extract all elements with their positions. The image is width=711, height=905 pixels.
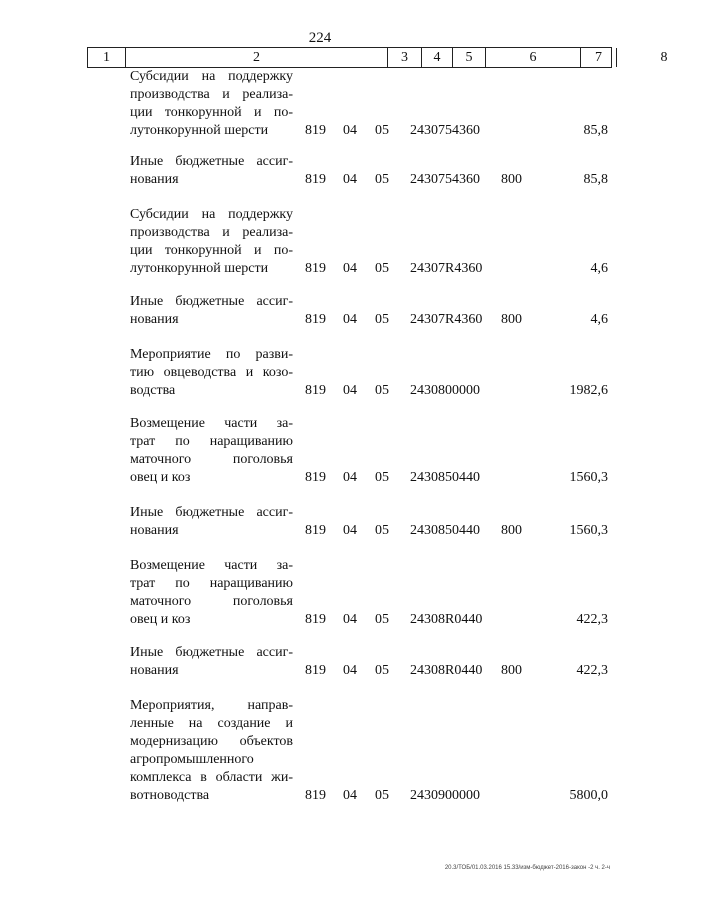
table-header bbox=[87, 47, 668, 68]
row-name-line: комплекса в области жи- bbox=[130, 770, 293, 785]
row-name-line: трат по наращиванию bbox=[130, 576, 293, 591]
header-col-8: 8 bbox=[660, 50, 668, 65]
row-section: 04 bbox=[343, 663, 357, 678]
row-name-line: Иные бюджетные ассиг- bbox=[130, 645, 293, 660]
row-name-line: Иные бюджетные ассиг- bbox=[130, 154, 293, 169]
row-expense-type: 800 bbox=[501, 172, 522, 187]
header-col-3: 3 bbox=[388, 48, 422, 67]
row-name-line: овец и коз bbox=[130, 612, 191, 627]
row-sum: 1560,3 bbox=[569, 523, 608, 538]
header-col-5: 5 bbox=[453, 48, 486, 67]
row-sum: 4,6 bbox=[590, 261, 608, 276]
row-sum: 1560,3 bbox=[569, 470, 608, 485]
table-row bbox=[0, 153, 640, 189]
row-subsection: 05 bbox=[375, 261, 389, 276]
row-subsection: 05 bbox=[375, 123, 389, 138]
row-name-line: лутонкорунной шерсти bbox=[130, 123, 269, 138]
row-subsection: 05 bbox=[375, 788, 389, 803]
row-name-line: нования bbox=[130, 663, 179, 678]
row-section: 04 bbox=[343, 172, 357, 187]
row-name bbox=[130, 557, 293, 629]
row-name-line: ции тонкорунной и по- bbox=[130, 243, 293, 258]
row-section: 04 bbox=[343, 523, 357, 538]
row-section: 04 bbox=[343, 612, 357, 627]
header-col-4: 4 bbox=[422, 48, 453, 67]
row-name-line: Мероприятие по разви- bbox=[130, 347, 293, 362]
row-section: 04 bbox=[343, 312, 357, 327]
header-col-7: 7 bbox=[581, 48, 617, 67]
row-name-line: овец и коз bbox=[130, 470, 191, 485]
row-name-line: маточного поголовья bbox=[130, 594, 293, 609]
row-target-article: 2430754360 bbox=[410, 123, 480, 138]
row-section: 04 bbox=[343, 261, 357, 276]
row-subsection: 05 bbox=[375, 663, 389, 678]
row-name-line: Субсидии на поддержку bbox=[130, 69, 293, 84]
row-sum: 422,3 bbox=[576, 663, 608, 678]
header-col-6: 6 bbox=[486, 48, 581, 67]
table-row bbox=[0, 504, 640, 540]
row-name bbox=[130, 206, 293, 278]
row-sum: 1982,6 bbox=[569, 383, 608, 398]
row-sum: 5800,0 bbox=[569, 788, 608, 803]
row-target-article: 24308R0440 bbox=[410, 612, 483, 627]
row-target-article: 2430900000 bbox=[410, 788, 480, 803]
row-name-line: лутонкорунной шерсти bbox=[130, 261, 269, 276]
page-number: 224 bbox=[308, 30, 332, 46]
row-name-line: агропромышленного bbox=[130, 752, 254, 767]
row-name bbox=[130, 346, 293, 400]
row-target-article: 24307R4360 bbox=[410, 261, 483, 276]
row-subsection: 05 bbox=[375, 383, 389, 398]
row-subsection: 05 bbox=[375, 612, 389, 627]
row-expense-type: 800 bbox=[501, 663, 522, 678]
row-name-line: нования bbox=[130, 523, 179, 538]
row-target-article: 2430754360 bbox=[410, 172, 480, 187]
table-row bbox=[0, 697, 640, 805]
row-ved: 819 bbox=[305, 383, 326, 398]
table-row bbox=[0, 415, 640, 487]
row-ved: 819 bbox=[305, 788, 326, 803]
table-row bbox=[0, 68, 640, 140]
row-ved: 819 bbox=[305, 523, 326, 538]
row-target-article: 24308R0440 bbox=[410, 663, 483, 678]
row-name bbox=[130, 644, 293, 680]
row-target-article: 2430850440 bbox=[410, 470, 480, 485]
row-section: 04 bbox=[343, 470, 357, 485]
row-name-line: Мероприятия, направ- bbox=[130, 698, 293, 713]
header-col-1: 1 bbox=[88, 48, 126, 67]
row-name-line: нования bbox=[130, 172, 179, 187]
row-name bbox=[130, 415, 293, 487]
row-name-line: нования bbox=[130, 312, 179, 327]
row-ved: 819 bbox=[305, 663, 326, 678]
row-target-article: 2430800000 bbox=[410, 383, 480, 398]
row-subsection: 05 bbox=[375, 312, 389, 327]
row-name-line: Возмещение части за- bbox=[130, 558, 293, 573]
row-ved: 819 bbox=[305, 470, 326, 485]
row-ved: 819 bbox=[305, 123, 326, 138]
row-name-line: тию овцеводства и козо- bbox=[130, 365, 293, 380]
row-ved: 819 bbox=[305, 261, 326, 276]
table-row bbox=[0, 644, 640, 680]
row-sum: 85,8 bbox=[583, 172, 608, 187]
row-sum: 4,6 bbox=[590, 312, 608, 327]
table-row bbox=[0, 293, 640, 329]
row-name-line: Иные бюджетные ассиг- bbox=[130, 505, 293, 520]
row-section: 04 bbox=[343, 788, 357, 803]
row-name-line: производства и реализа- bbox=[130, 225, 293, 240]
row-section: 04 bbox=[343, 123, 357, 138]
row-subsection: 05 bbox=[375, 523, 389, 538]
row-ved: 819 bbox=[305, 172, 326, 187]
row-name bbox=[130, 68, 293, 140]
row-name bbox=[130, 293, 293, 329]
row-name bbox=[130, 153, 293, 189]
row-name-line: ленные на создание и bbox=[130, 716, 293, 731]
row-ved: 819 bbox=[305, 612, 326, 627]
row-name-line: маточного поголовья bbox=[130, 452, 293, 467]
row-target-article: 24307R4360 bbox=[410, 312, 483, 327]
table-row bbox=[0, 557, 640, 629]
row-name-line: Иные бюджетные ассиг- bbox=[130, 294, 293, 309]
table-row bbox=[0, 206, 640, 278]
row-name-line: производства и реализа- bbox=[130, 87, 293, 102]
row-name-line: трат по наращиванию bbox=[130, 434, 293, 449]
row-name-line: ции тонкорунной и по- bbox=[130, 105, 293, 120]
row-name-line: модернизацию объектов bbox=[130, 734, 293, 749]
row-name-line: Субсидии на поддержку bbox=[130, 207, 293, 222]
row-sum: 85,8 bbox=[583, 123, 608, 138]
row-name-line: вотноводства bbox=[130, 788, 210, 803]
row-name-line: Возмещение части за- bbox=[130, 416, 293, 431]
row-ved: 819 bbox=[305, 312, 326, 327]
footer-stamp: 20.3/ТОБ/01.03.2016 15.33/изм-бюджет-2016-закон -2 ч. 2-ч bbox=[444, 865, 610, 871]
row-name-line: водства bbox=[130, 383, 176, 398]
row-target-article: 2430850440 bbox=[410, 523, 480, 538]
row-expense-type: 800 bbox=[501, 312, 522, 327]
header-col-2: 2 bbox=[126, 48, 388, 67]
row-name bbox=[130, 697, 293, 805]
row-name bbox=[130, 504, 293, 540]
row-section: 04 bbox=[343, 383, 357, 398]
row-subsection: 05 bbox=[375, 172, 389, 187]
row-expense-type: 800 bbox=[501, 523, 522, 538]
row-sum: 422,3 bbox=[576, 612, 608, 627]
row-subsection: 05 bbox=[375, 470, 389, 485]
table-row bbox=[0, 346, 640, 400]
